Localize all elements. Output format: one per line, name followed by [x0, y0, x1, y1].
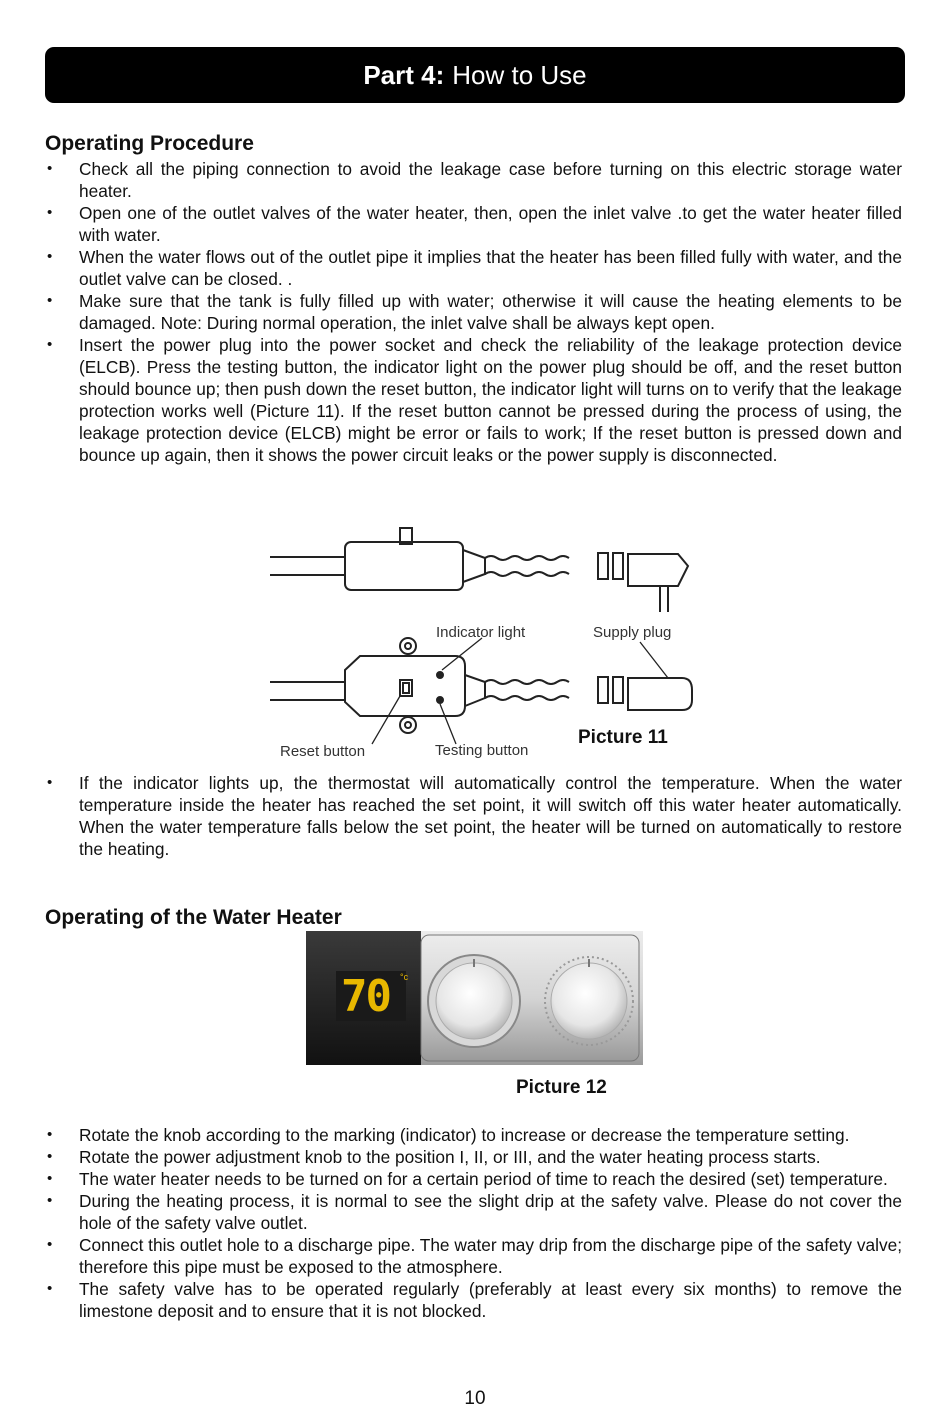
- list-item: • The water heater needs to be turned on for a certain period of time to reach the desired (set) temperature.: [45, 1168, 902, 1190]
- supply-plug-label: Supply plug: [593, 624, 672, 641]
- reset-button-label: Reset button: [280, 743, 366, 760]
- testing-button-label: Testing button: [435, 742, 529, 759]
- list-item: • If the indicator lights up, the thermostat will automatically control the temperature. When the water temperature inside the heater has reached the set point, it will switch off this water heater automatically. When the water temperature falls below the set point, the heater will be turned on automatically to restore the heating.: [45, 772, 902, 860]
- indicator-light-label: Indicator light: [436, 624, 526, 641]
- header-title: How to Use: [452, 59, 587, 90]
- list-item: • Rotate the knob according to the marking (indicator) to increase or decrease the temperature setting.: [45, 1124, 902, 1146]
- list-item: • Make sure that the tank is fully filled up with water; otherwise it will cause the heating elements to be damaged. Note: During normal operation, the inlet valve shall be always kept open.: [45, 290, 902, 334]
- operating-procedure-heading: Operating Procedure: [45, 132, 254, 155]
- list-item: • The safety valve has to be operated regularly (preferably at least every six months) to remove the limestone deposit and to ensure that it is not blocked.: [45, 1278, 902, 1322]
- page-number: 10: [464, 1388, 486, 1409]
- temperature-unit: °c: [400, 972, 409, 982]
- list-item: • Open one of the outlet valves of the water heater, then, open the inlet valve .to get the water heater filled with water.: [45, 202, 902, 246]
- list-item: • Insert the power plug into the power socket and check the reliability of the leakage protection device (ELCB). Press the testing button, the indicator light on the power plug should be off, and the reset button should bounce up; then push down the reset button, the indicator light will turns on to verify that the leakage protection works well (Picture 11). If the reset button cannot be pressed during the process of using, the leakage protection device (ELCB) might be error or fails to work; If the reset button is pressed down and bounce up again, then it shows the power circuit leaks or the power supply is disconnected.: [45, 334, 902, 466]
- list-item: • Check all the piping connection to avoid the leakage case before turning on this electric storage water heater.: [45, 158, 902, 202]
- picture-11-caption: Picture 11: [578, 727, 668, 748]
- list-item: • Connect this outlet hole to a discharge pipe. The water may drip from the discharge pipe of the safety valve; therefore this pipe must be exposed to the atmosphere.: [45, 1234, 902, 1278]
- temperature-display: 70: [341, 971, 390, 1022]
- list-item: • During the heating process, it is normal to see the slight drip at the safety valve. Please do not cover the hole of the safety valve outlet.: [45, 1190, 902, 1234]
- operating-procedure-list: [45, 158, 902, 466]
- list-item: • Rotate the power adjustment knob to the position I, II, or III, and the water heating process starts.: [45, 1146, 902, 1168]
- operating-heater-heading: Operating of the Water Heater: [45, 906, 342, 929]
- picture-12-caption: Picture 12: [516, 1077, 607, 1098]
- thermostat-list: [45, 772, 902, 860]
- heater-operation-list: [45, 1124, 902, 1322]
- list-item: • When the water flows out of the outlet pipe it implies that the heater has been filled fully with water, and the outlet valve can be closed. .: [45, 246, 902, 290]
- header-part: Part 4:: [363, 59, 445, 90]
- section-header-bar: [45, 47, 905, 103]
